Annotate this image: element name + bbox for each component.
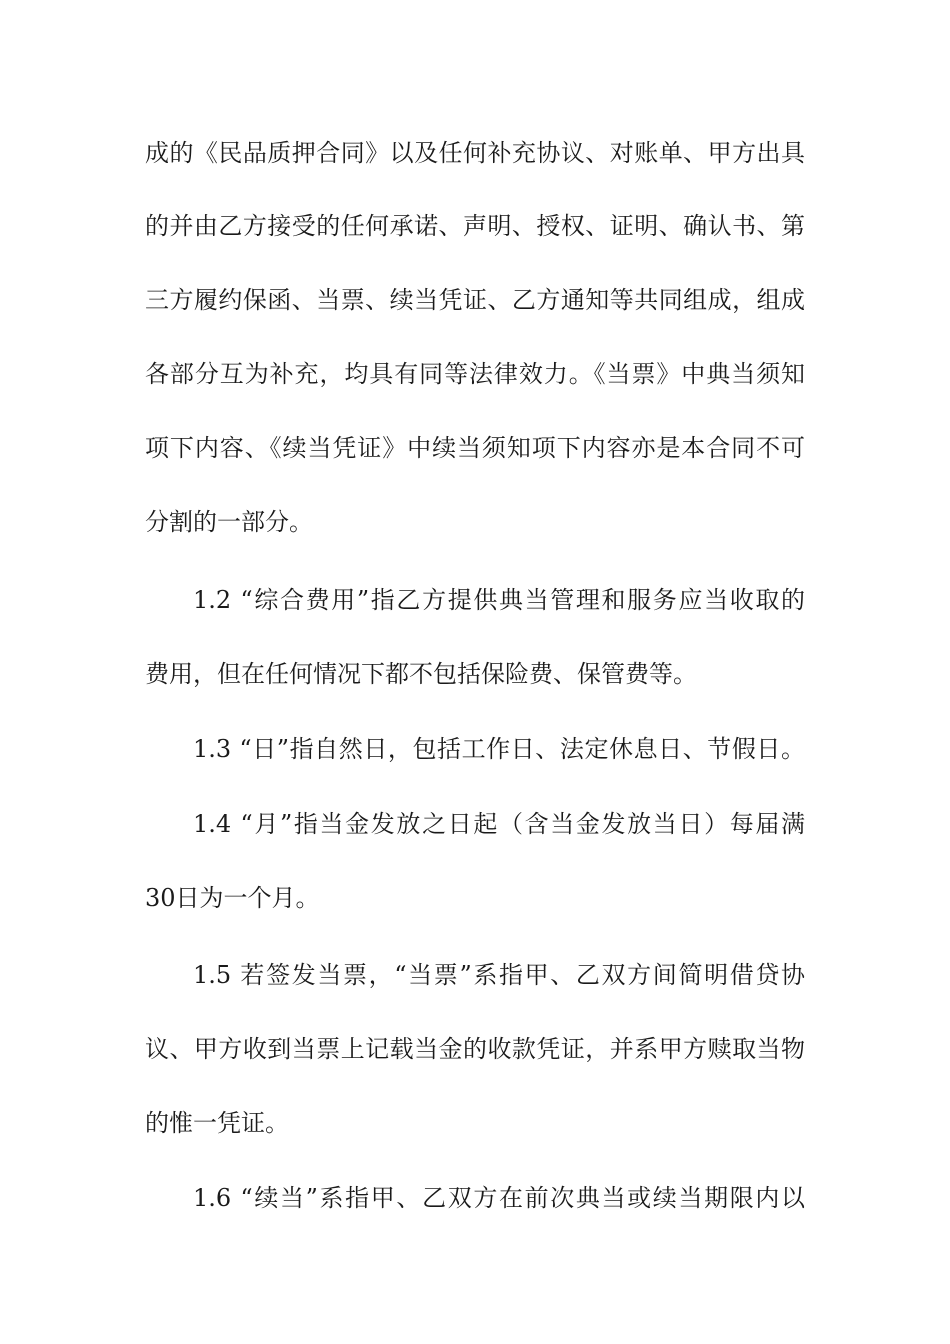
clause-1-4-line-2: 30日为一个月。 — [145, 884, 320, 912]
clause-1-5-line-2: 议、甲方收到当票上记载当金的收款凭证，并系甲方赎取当物 — [145, 1035, 805, 1063]
text-line-5: 项下内容、《续当凭证》中续当须知项下内容亦是本合同不可 — [145, 434, 805, 462]
clause-1-4-line-1: 1.4 “月”指当金发放之日起（含当金发放当日）每届满 — [193, 810, 805, 838]
text-line-2: 的并由乙方接受的任何承诺、声明、授权、证明、确认书、第 — [145, 212, 805, 240]
clause-1-2-line-2: 费用，但在任何情况下都不包括保险费、保管费等。 — [145, 660, 697, 688]
text-line-1: 成的《民品质押合同》以及任何补充协议、对账单、甲方出具 — [145, 139, 805, 167]
clause-1-5-line-3: 的惟一凭证。 — [145, 1109, 289, 1137]
text-line-6: 分割的一部分。 — [145, 508, 313, 536]
text-line-3: 三方履约保函、当票、续当凭证、乙方通知等共同组成，组成 — [145, 286, 805, 314]
text-line-4: 各部分互为补充，均具有同等法律效力。《当票》中典当须知 — [145, 360, 805, 388]
clause-1-2-line-1: 1.2 “综合费用”指乙方提供典当管理和服务应当收取的 — [193, 586, 805, 614]
clause-1-6-line-1: 1.6 “续当”系指甲、乙双方在前次典当或续当期限内以 — [193, 1184, 805, 1212]
clause-1-5-line-1: 1.5 若签发当票，“当票”系指甲、乙双方间简明借贷协 — [193, 961, 805, 989]
clause-1-3-line-1: 1.3 “日”指自然日，包括工作日、法定休息日、节假日。 — [193, 735, 805, 763]
